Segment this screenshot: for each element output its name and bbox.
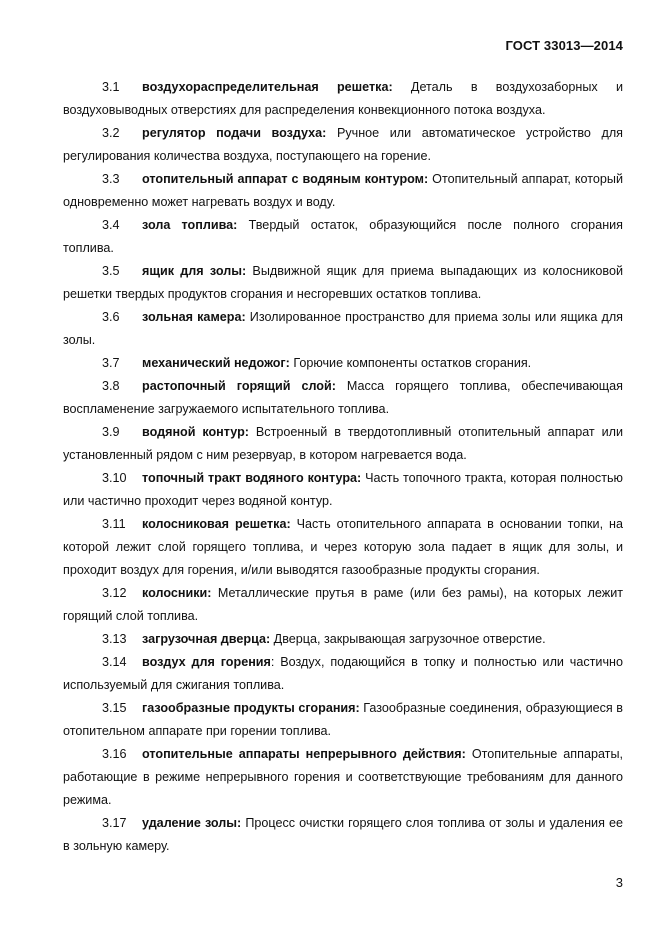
entry-number: 3.7: [102, 356, 120, 370]
entry-definition: Изолированное пространство для приема золы или ящика для золы.: [63, 310, 623, 347]
entry-term: газообразные продукты сгорания:: [142, 701, 360, 715]
entry-definition: Газообразные соединения, образующиеся в отопительном аппарате при горении топлива.: [63, 701, 623, 738]
entry-term: водяной контур:: [142, 425, 249, 439]
entry-term: удаление золы:: [142, 816, 242, 830]
entry-term: отопительные аппараты непрерывного действия:: [142, 747, 466, 761]
entry-number: 3.11: [102, 517, 126, 531]
entry-definition: Встроенный в твердотопливный отопительный аппарат или установленный рядом с ним резервуар, в котором нагревается вода.: [63, 425, 623, 462]
entry-term: топочный тракт водяного контура:: [142, 471, 362, 485]
entry-number: 3.3: [102, 172, 120, 186]
entry-definition: Твердый остаток, образующийся после полного сгорания топлива.: [63, 218, 624, 255]
entry-definition: Отопительные аппараты, работающие в режиме непрерывного горения и соответствующие требованиям для данного режима.: [63, 747, 623, 807]
definition-entry: [63, 628, 623, 651]
definition-entry: [63, 122, 623, 168]
definition-entry: [63, 306, 623, 352]
definition-entry: [63, 743, 623, 812]
definition-entry: [63, 697, 623, 743]
entry-term: колосниковая решетка:: [142, 517, 291, 531]
entry-term: загрузочная дверца:: [142, 632, 271, 646]
entry-term: воздухораспределительная решетка:: [142, 80, 393, 94]
entry-number: 3.17: [102, 816, 127, 830]
page-number: 3: [615, 875, 623, 890]
entry-definition: Процесс очистки горящего слоя топлива от золы и удаления ее в зольную камеру.: [63, 816, 624, 853]
definition-entry: [63, 582, 623, 628]
entry-term: растопочный горящий слой:: [142, 379, 336, 393]
entry-definition: Деталь в воздухозаборных и воздуховыводных отверстиях для распределения конвекционного потока воздуха.: [63, 80, 623, 117]
entry-definition: Масса горящего топлива, обеспечивающая воспламенение загружаемого испытательного топлива.: [63, 379, 623, 416]
entry-number: 3.12: [102, 586, 127, 600]
entry-definition: Ручное или автоматическое устройство для регулирования количества воздуха, поступающего на горение.: [63, 126, 623, 163]
entry-term: зола топлива:: [142, 218, 238, 232]
document-code: ГОСТ 33013—2014: [505, 38, 623, 53]
entry-term: воздух для горения: [142, 655, 271, 669]
entry-definition: Часть топочного тракта, которая полностью или частично проходит через водяной контур.: [63, 471, 623, 508]
definition-entry: [63, 375, 623, 421]
definition-entry: [63, 214, 623, 260]
entry-number: 3.10: [102, 471, 127, 485]
entry-number: 3.5: [102, 264, 120, 278]
definition-entry: [63, 421, 623, 467]
entry-term: механический недожог:: [142, 356, 290, 370]
entry-number: 3.8: [102, 379, 120, 393]
entry-number: 3.14: [102, 655, 127, 669]
entry-definition: Горючие компоненты остатков сгорания.: [289, 356, 532, 370]
entry-definition: Отопительный аппарат, который одновременно может нагревать воздух и воду.: [63, 172, 623, 209]
definition-entry: [63, 76, 623, 122]
entry-definition: Дверца, закрывающая загрузочное отверстие.: [270, 632, 546, 646]
definition-entry: [63, 651, 623, 697]
entry-term: регулятор подачи воздуха:: [142, 126, 327, 140]
entry-definition: Металлические прутья в раме (или без рамы), на которых лежит горящий слой топлива.: [63, 586, 623, 623]
definitions-list: [63, 76, 623, 858]
entry-definition: : Воздух, подающийся в топку и полностью или частично используемый для сжигания топлива.: [63, 655, 623, 692]
definition-entry: [63, 467, 623, 513]
entry-term: отопительный аппарат с водяным контуром:: [142, 172, 429, 186]
entry-term: ящик для золы:: [142, 264, 247, 278]
definition-entry: [63, 260, 623, 306]
entry-number: 3.2: [102, 126, 120, 140]
entry-term: колосники:: [142, 586, 212, 600]
definition-entry: [63, 168, 623, 214]
entry-number: 3.16: [102, 747, 127, 761]
entry-term: зольная камера:: [142, 310, 246, 324]
entry-definition: Часть отопительного аппарата в основании топки, на которой лежит слой горящего топлива, и через которую зола падает в ящик для золы, и проходит воздух для горения, и/или выводятся газообразные продукты сгорания.: [63, 517, 624, 577]
entry-number: 3.15: [102, 701, 127, 715]
entry-definition: Выдвижной ящик для приема выпадающих из колосниковой решетки твердых продуктов сгорания и несгоревших остатков топлива.: [63, 264, 623, 301]
definition-entry: [63, 352, 623, 375]
entry-number: 3.6: [102, 310, 120, 324]
definition-entry: [63, 812, 623, 858]
entry-number: 3.13: [102, 632, 127, 646]
entry-number: 3.9: [102, 425, 120, 439]
definition-entry: [63, 513, 623, 582]
entry-number: 3.1: [102, 80, 120, 94]
entry-number: 3.4: [102, 218, 120, 232]
